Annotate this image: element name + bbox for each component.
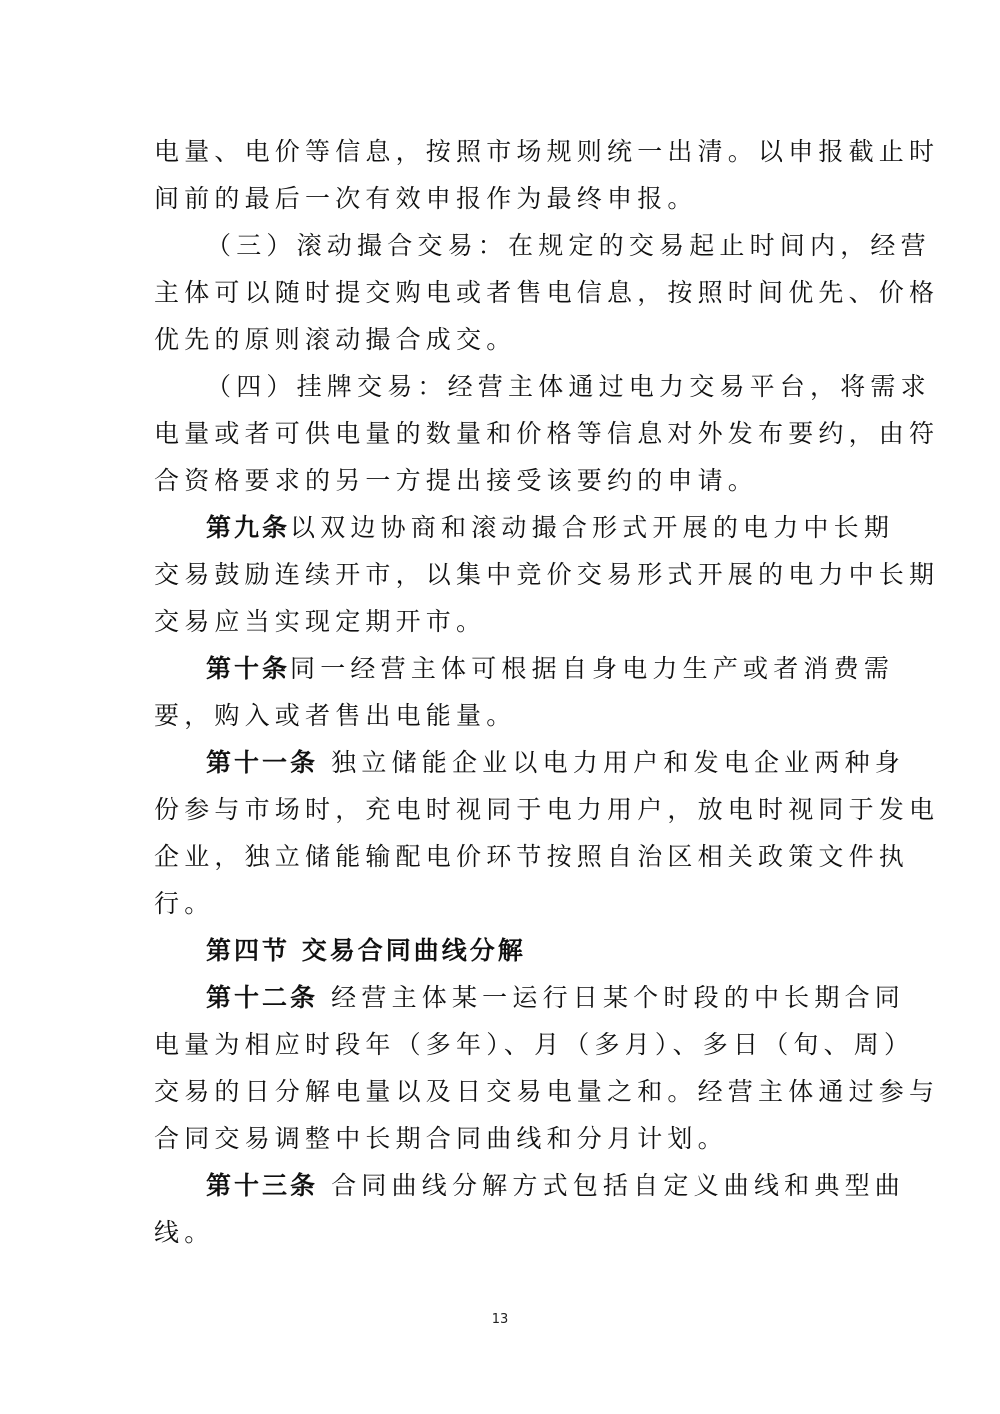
article-12-line: 第十二条 经营主体某一运行日某个时段的中长期合同	[206, 983, 905, 1012]
article-number: 第十一条	[206, 748, 319, 777]
text-line: 间前的最后一次有效申报作为最终申报。	[154, 184, 698, 213]
text-line: 线。	[154, 1218, 215, 1247]
text-line: 合资格要求的另一方提出接受该要约的申请。	[154, 466, 759, 495]
section-heading: 第四节 交易合同曲线分解	[206, 936, 526, 965]
text-line: （三）滚动撮合交易：在规定的交易起止时间内，经营	[206, 231, 931, 260]
article-number: 第十三条	[206, 1171, 319, 1200]
article-10-line: 第十条同一经营主体可根据自身电力生产或者消费需	[206, 654, 895, 683]
text-line: 主体可以随时提交购电或者售电信息，按照时间优先、价格	[154, 278, 940, 307]
text-line: 电量为相应时段年（多年）、月（多月）、多日（旬、周）	[154, 1030, 915, 1059]
page-number: 13	[491, 1312, 509, 1327]
text-line: 行。	[154, 889, 215, 918]
text-line: 优先的原则滚动撮合成交。	[154, 325, 517, 354]
text-line: 交易应当实现定期开市。	[154, 607, 487, 636]
text-line: 合同交易调整中长期合同曲线和分月计划。	[154, 1124, 728, 1153]
text-line: 电量或者可供电量的数量和价格等信息对外发布要约，由符	[154, 419, 940, 448]
text-line: 交易的日分解电量以及日交易电量之和。经营主体通过参与	[154, 1077, 940, 1106]
article-number: 第十条	[206, 654, 291, 683]
text-line: 电量、电价等信息，按照市场规则统一出清。以申报截止时	[154, 137, 940, 166]
body-text	[154, 128, 940, 1256]
text-line: （四）挂牌交易：经营主体通过电力交易平台，将需求	[206, 372, 931, 401]
article-number: 第十二条	[206, 983, 319, 1012]
article-number: 第九条	[206, 513, 291, 542]
article-9-line: 第九条以双边协商和滚动撮合形式开展的电力中长期	[206, 513, 895, 542]
article-11-line: 第十一条 独立储能企业以电力用户和发电企业两种身	[206, 748, 905, 777]
text-line: 交易鼓励连续开市，以集中竞价交易形式开展的电力中长期	[154, 560, 940, 589]
article-13-line: 第十三条 合同曲线分解方式包括自定义曲线和典型曲	[206, 1171, 905, 1200]
text-line: 企业，独立储能输配电价环节按照自治区相关政策文件执	[154, 842, 910, 871]
text-line: 要，购入或者售出电能量。	[154, 701, 517, 730]
text-line: 份参与市场时，充电时视同于电力用户，放电时视同于发电	[154, 795, 940, 824]
